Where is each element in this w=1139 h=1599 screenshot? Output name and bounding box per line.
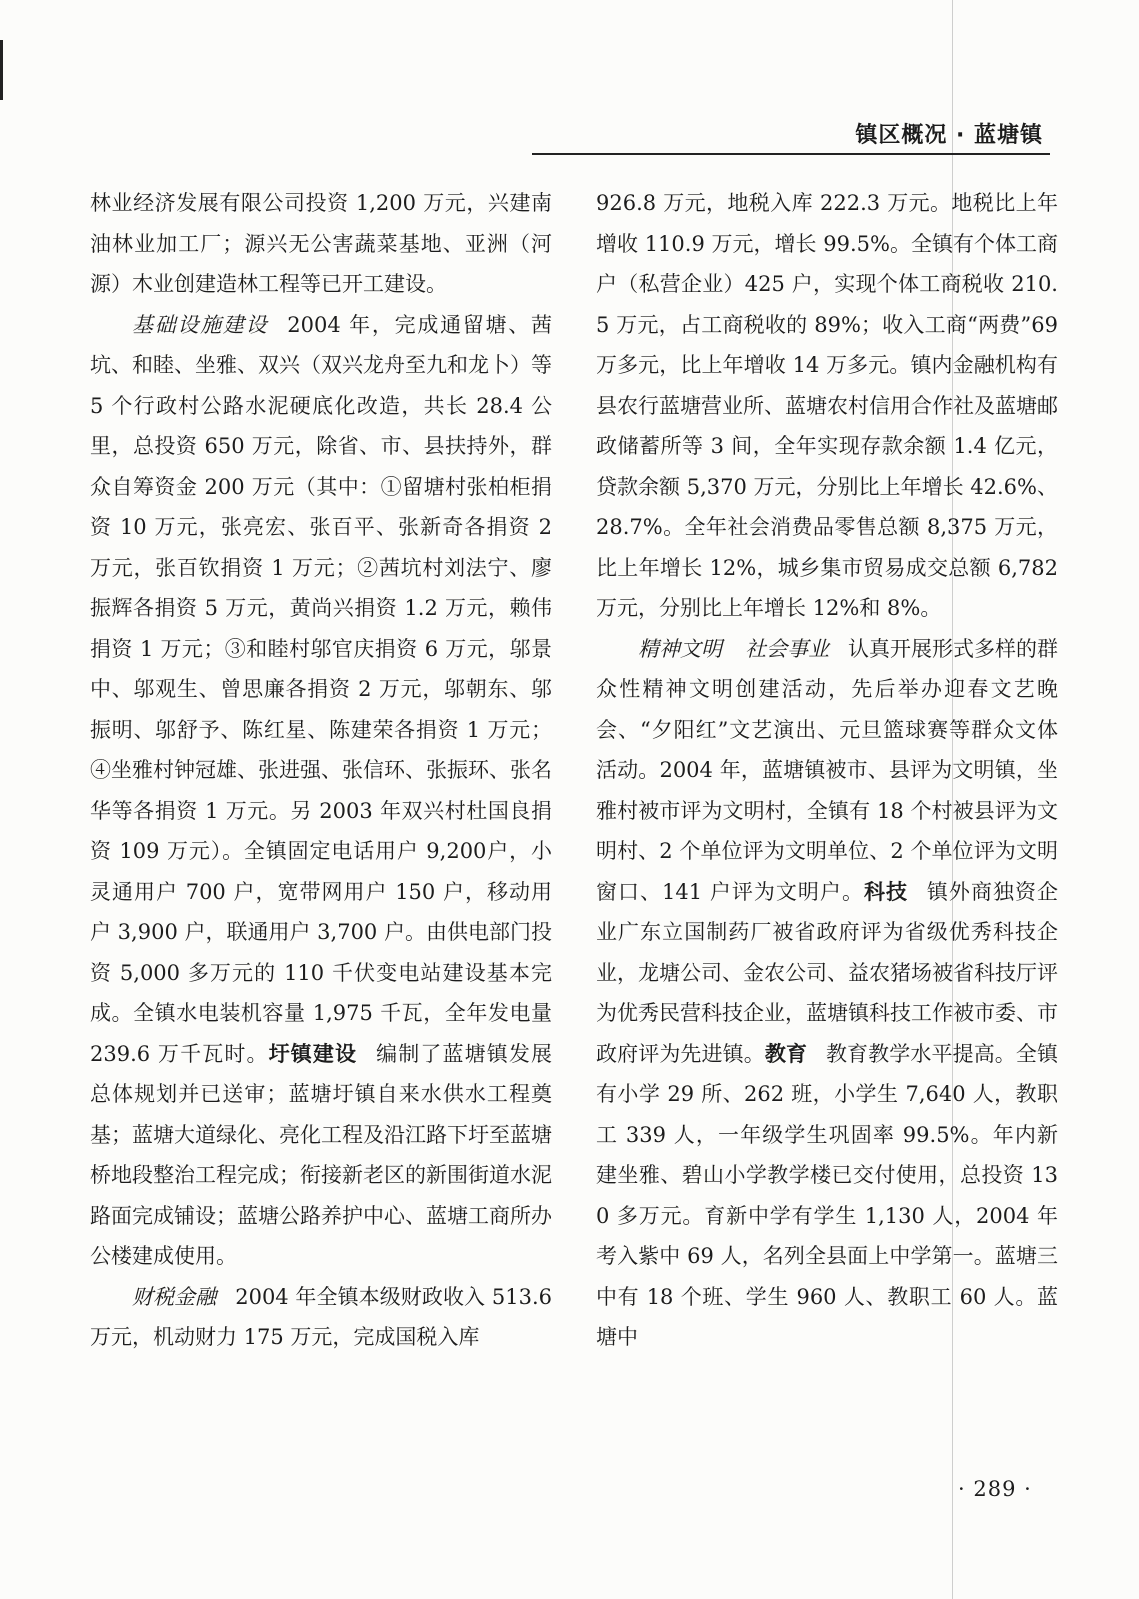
paragraph-education-text: 教育教学水平提高。全镇有小学 29 所、262 班，小学生 7,640 人，教职工 339 人，一年级学生巩固率 99.5%。年内新建坐雅、碧山小学教学楼已交付使用，总投资 130 多万元。育新中学有学生 1,130 人，2004 年考入紫中 69 人，名列全县面上中学第一。蓝塘三中有 18 个班、学生 960 人、教职工 60 人。蓝塘中 [596,1041,1059,1349]
running-header: 镇区概况 · 蓝塘镇 [855,123,1043,148]
paragraph-forestry: 林业经济发展有限公司投资 1,200 万元，兴建南油林业加工厂；源兴无公害蔬菜基地、亚洲（河源）木业创建造林工程等已开工建设。 [90,191,552,296]
section-heading-infrastructure: 基础设施建设 [132,312,269,337]
paragraph-finance [90,1277,552,1358]
paragraph-infrastructure [90,305,552,1277]
paragraph-technology-text: 镇外商独资企业广东立国制药厂被省政府评为省级优秀科技企业，龙塘公司、金农公司、益农猪场被省科技厅评为优秀民营科技企业，蓝塘镇科技工作被市委、市政府评为先进镇。 [596,879,1059,1066]
paragraph-finance-text: 2004 年全镇本级财政收入 513.6 万元，机动财力 175 万元，完成国税入库 [90,1284,553,1349]
section-heading-education: 教育 [764,1041,808,1066]
page-number: · 289 · [958,1477,1032,1501]
paragraph-infrastructure-text: 2004 年，完成通留塘、茜坑、和睦、坐雅、双兴（双兴龙舟至九和龙卜）等 5 个行政村公路水泥硬底化改造，共长 28.4 公里，总投资 650 万元，除省、市、县扶持外，群众自筹资金 200 万元（其中：①留塘村张柏柜捐资 10 万元，张亮宏、张百平、张新奇各捐资 2 万元，张百钦捐资 1 万元；②茜坑村刘法宁、廖振辉各捐资 5 万元，黄尚兴捐资 1.2 万元，赖伟捐资 1 万元；③和睦村邬官庆捐资 6 万元，邬景中、邬观生、曾思廉各捐资 2 万元，邬朝东、邬振明、邬舒予、陈红星、陈建荣各捐资 1 万元；④坐雅村钟冠雄、张进强、张信环、张振环、张名华等各捐资 1 万元。另 2003 年双兴村杜国良捐资 109 万元）。全镇固定电话用户 9,200户，小灵通用户 700 户，宽带网用户 150 户，移动用户 3,900 户，联通用户 3,700 户。由供电部门投资 5,000 多万元的 110 千伏变电站建设基本完成。全镇水电装机容量 1,975 千瓦，全年发电量 239.6 万千瓦时。 [90,312,553,1066]
section-heading-town-construction: 圩镇建设 [268,1041,358,1066]
section-heading-civilization: 精神文明 [638,636,723,661]
header-rule [532,153,1050,155]
left-column [90,183,552,1358]
paragraph-town-construction-text: 编制了蓝塘镇发展总体规划并已送审；蓝塘圩镇自来水供水工程奠基；蓝塘大道绿化、亮化工程及沿江路下圩至蓝塘桥地段整治工程完成；衔接新老区的新围街道水泥路面完成铺设；蓝塘公路养护中心、蓝塘工商所办公楼建成使用。 [90,1041,553,1268]
scan-edge-mark [0,40,3,100]
right-column [596,183,1058,1358]
section-heading-technology: 科技 [863,879,909,904]
paragraph-civilization-text: 认真开展形式多样的群众性精神文明创建活动，先后举办迎春文艺晚会、“夕阳红”文艺演出、元旦篮球赛等群众文体活动。2004 年，蓝塘镇被市、县评为文明镇，坐雅村被市评为文明村，全镇有 18 个村被县评为文明村、2 个单位评为文明单位、2 个单位评为文明窗口、141 户评为文明户。 [596,636,1059,904]
paragraph-social [596,629,1058,1358]
paragraph-tax-continued: 926.8 万元，地税入库 222.3 万元。地税比上年增收 110.9 万元，增长 99.5%。全镇有个体工商户（私营企业）425 户，实现个体工商税收 210.5 万元，占工商税收的 89%；收入工商“两费”69 万多元，比上年增收 14 万多元。镇内金融机构有县农行蓝塘营业所、蓝塘农村信用合作社及蓝塘邮政储蓄所等 3 间，全年实现存款余额 1.4 亿元，贷款余额 5,370 万元，分别比上年增长 42.6%、28.7%。全年社会消费品零售总额 8,375 万元，比上年增长 12%，城乡集市贸易成交总额 6,782 万元，分别比上年增长 12%和 8%。 [596,191,1058,620]
section-heading-finance: 财税金融 [132,1284,217,1309]
section-heading-social-affairs: 社会事业 [745,636,830,661]
